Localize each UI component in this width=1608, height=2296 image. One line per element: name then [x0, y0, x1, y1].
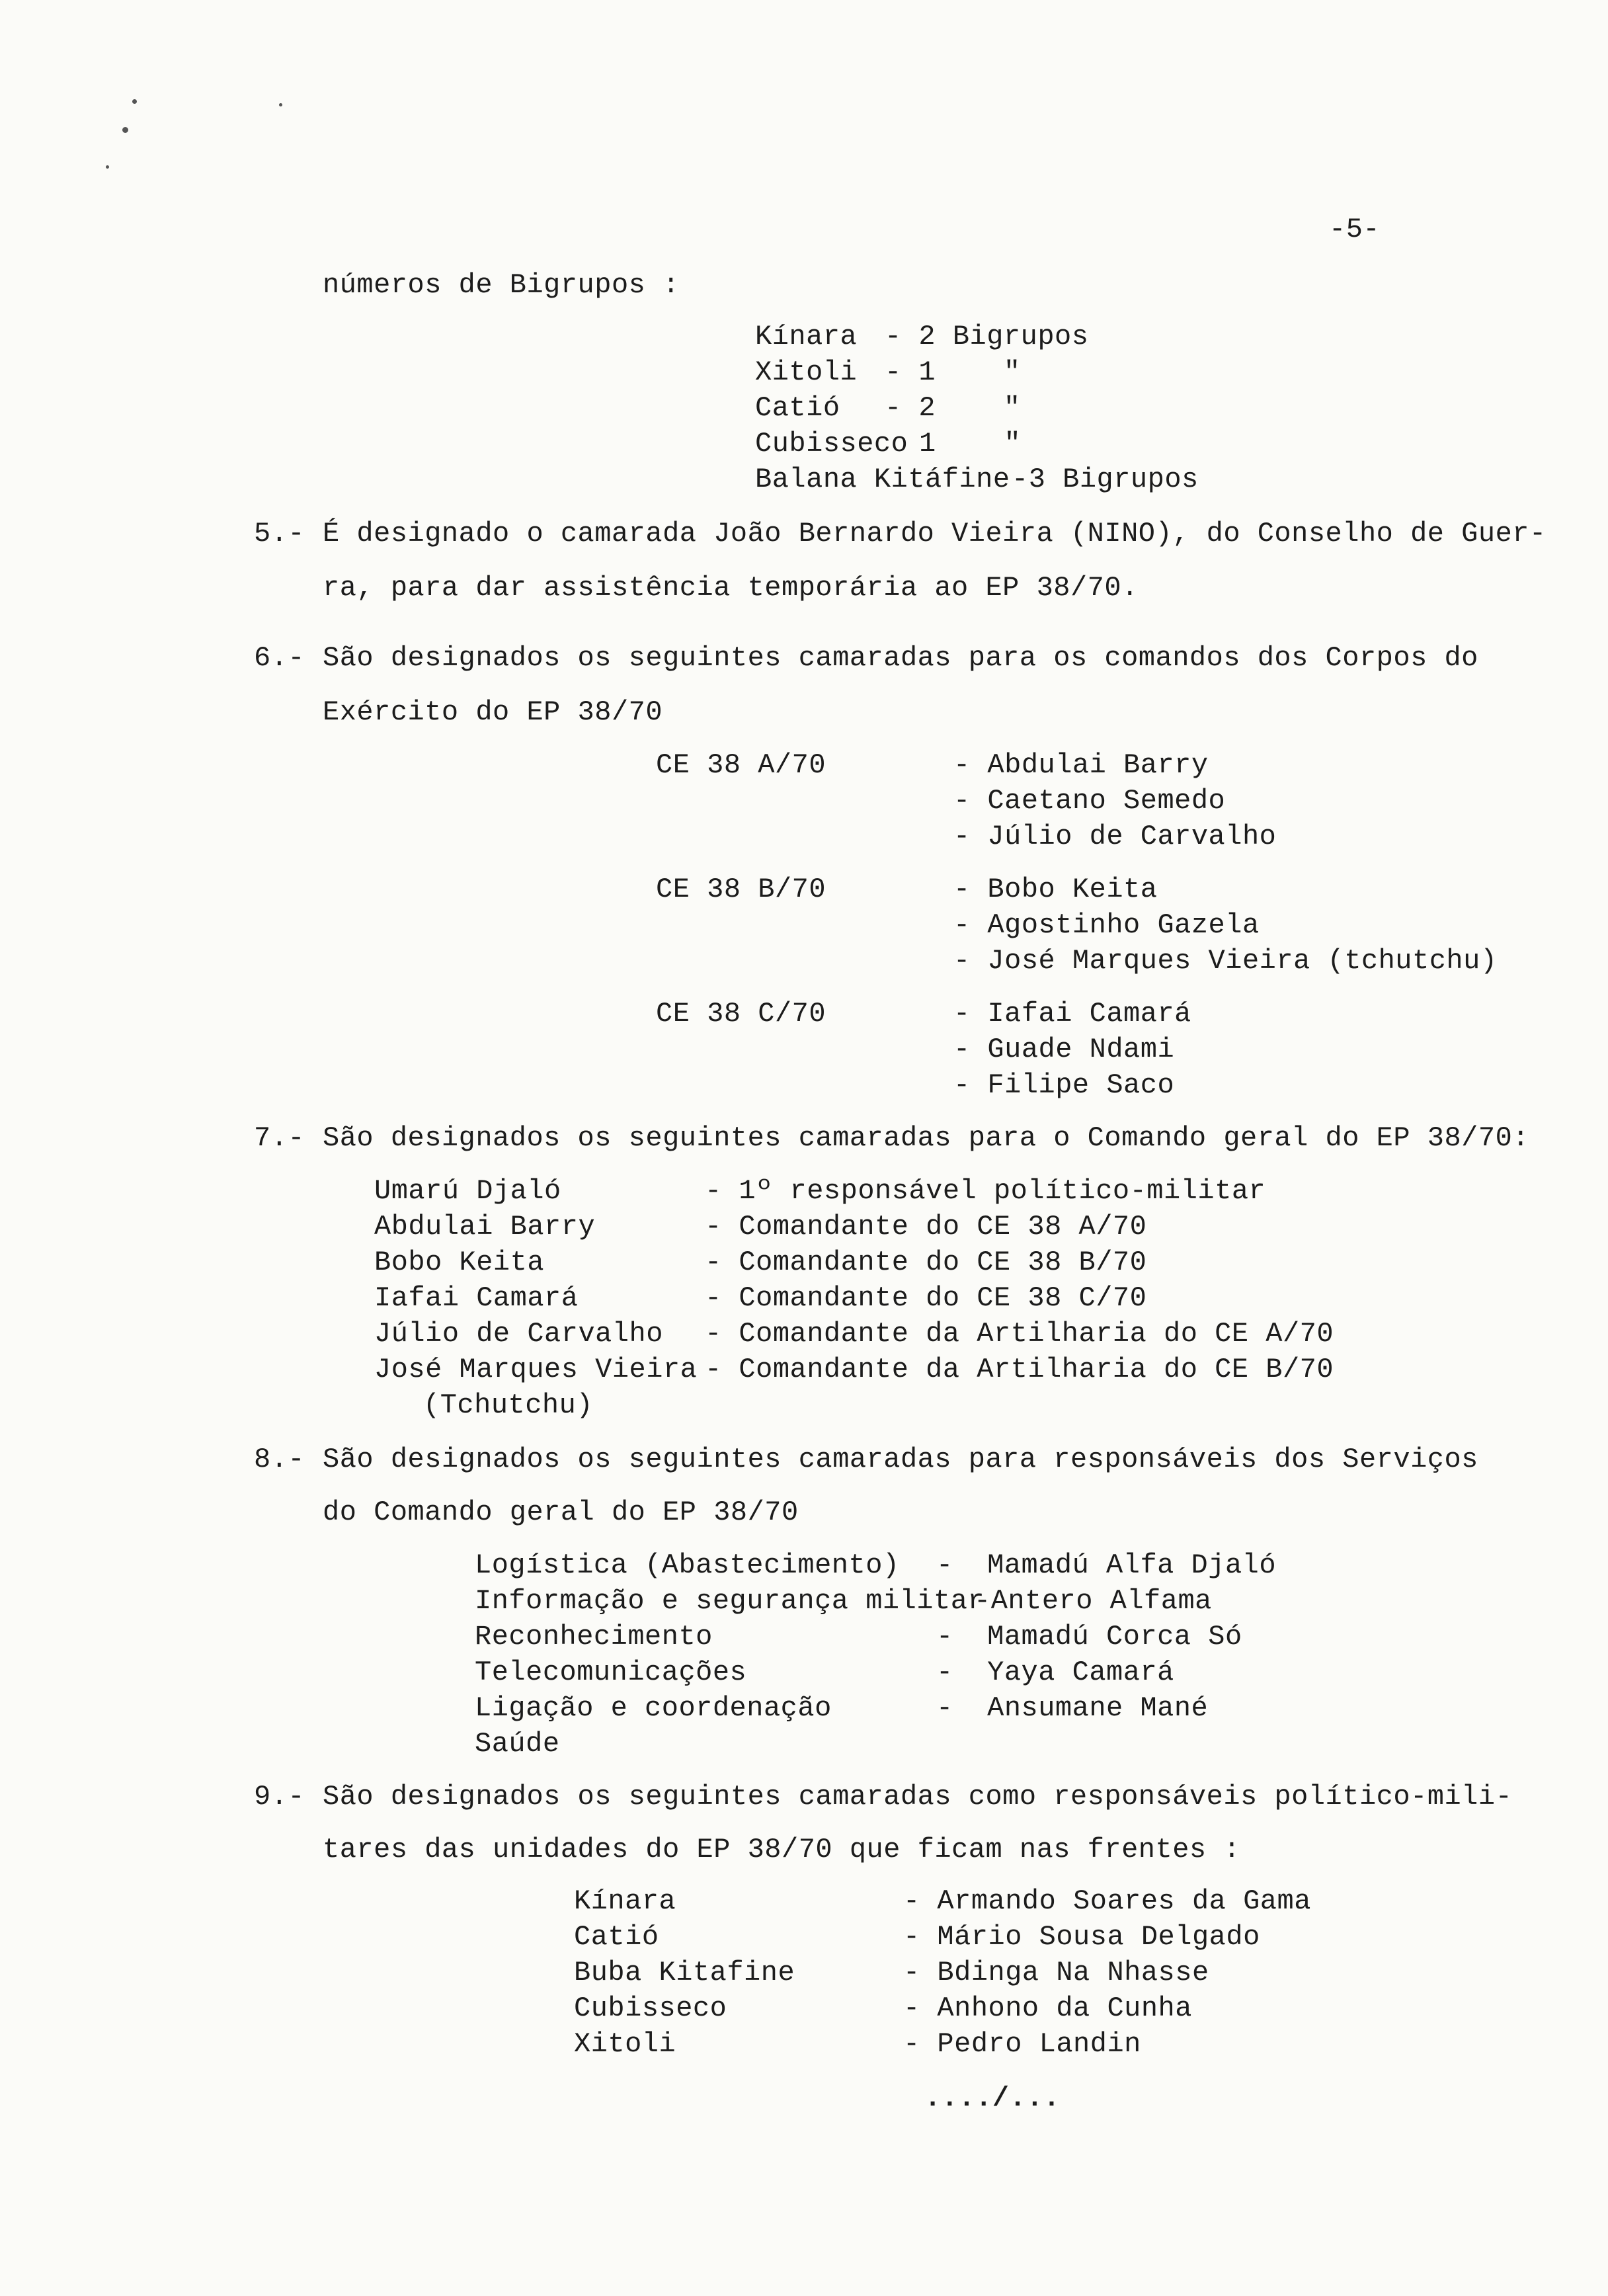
bigrupo-name: Xitoli	[755, 356, 858, 388]
item6-line2: Exército do EP 38/70	[323, 696, 663, 728]
command-role: - Comandante da Artilharia do CE A/70	[705, 1318, 1334, 1350]
corps-code: CE 38 C/70	[656, 998, 826, 1030]
item9-line1: São designados os seguintes camaradas como responsáveis político-mili-	[323, 1781, 1513, 1813]
bigrupo-value: - 1 "	[885, 356, 1021, 388]
command-role: - Comandante do CE 38 B/70	[705, 1247, 1147, 1278]
item-number: 9.-	[254, 1781, 305, 1813]
corps-member: - Abdulai Barry	[953, 749, 1209, 781]
corps-member: - José Marques Vieira (tchutchu)	[953, 945, 1498, 977]
bigrupo-value: - 2 "	[885, 392, 1021, 424]
item-number: 6.-	[254, 642, 305, 674]
front-person: - Anhono da Cunha	[903, 1992, 1192, 2024]
front-name: Xitoli	[574, 2028, 676, 2060]
front-person: - Mário Sousa Delgado	[903, 1921, 1260, 1953]
bigrupo-name: Balana Kitáfine	[755, 464, 1010, 495]
command-name: Iafai Camará	[374, 1282, 579, 1314]
command-role: - 1º responsável político-militar	[705, 1175, 1266, 1207]
service-name: Telecomunicações	[475, 1657, 747, 1688]
front-name: Kínara	[574, 1885, 676, 1917]
service-name: Logística (Abastecimento)	[475, 1549, 900, 1581]
corps-member: - Guade Ndami	[953, 1034, 1175, 1065]
service-name: Ligação e coordenação	[475, 1692, 832, 1724]
corps-member: - Agostinho Gazela	[953, 909, 1260, 941]
service-person: - Mamadú Alfa Djaló	[936, 1549, 1277, 1581]
ink-speck	[132, 99, 137, 104]
corps-member: - Iafai Camará	[953, 998, 1191, 1030]
item9-line2: tares das unidades do EP 38/70 que ficam nas frentes :	[323, 1834, 1241, 1866]
service-person: - Mamadú Corca Só	[936, 1621, 1242, 1653]
corps-code: CE 38 A/70	[656, 749, 826, 781]
intro-line: números de Bigrupos :	[323, 269, 680, 301]
front-person: - Armando Soares da Gama	[903, 1885, 1311, 1917]
item-number: 7.-	[254, 1122, 305, 1154]
service-person: -Antero Alfama	[974, 1585, 1212, 1617]
ink-speck	[122, 127, 128, 133]
corps-code: CE 38 B/70	[656, 874, 826, 905]
front-person: - Bdinga Na Nhasse	[903, 1957, 1209, 1988]
corps-member: - Júlio de Carvalho	[953, 821, 1277, 852]
front-person: - Pedro Landin	[903, 2028, 1141, 2060]
command-name: Umarú Djaló	[374, 1175, 561, 1207]
corps-member: - Filipe Saco	[953, 1069, 1175, 1101]
command-name: Bobo Keita	[374, 1247, 545, 1278]
command-name: Júlio de Carvalho	[374, 1318, 663, 1350]
item6-line1: São designados os seguintes camaradas para os comandos dos Corpos do	[323, 642, 1478, 674]
service-name: Informação e segurança militar	[475, 1585, 985, 1617]
item7-line1: São designados os seguintes camaradas para o Comando geral do EP 38/70:	[323, 1122, 1529, 1154]
item8-line1: São designados os seguintes camaradas para responsáveis dos Serviços	[323, 1444, 1478, 1475]
command-role: - Comandante da Artilharia do CE B/70	[705, 1354, 1334, 1385]
service-person: - Ansumane Mané	[936, 1692, 1209, 1724]
item-number: 8.-	[254, 1444, 305, 1475]
front-name: Catió	[574, 1921, 659, 1953]
ink-speck	[106, 165, 109, 169]
service-name: Reconhecimento	[475, 1621, 713, 1653]
command-role: - Comandante do CE 38 C/70	[705, 1282, 1147, 1314]
item5-line1: É designado o camarada João Bernardo Vieira (NINO), do Conselho de Guer-	[323, 518, 1547, 550]
command-name: José Marques Vieira	[374, 1354, 698, 1385]
bigrupo-name: Cubisseco	[755, 428, 908, 460]
corps-member: - Caetano Semedo	[953, 785, 1226, 817]
item5-line2: ra, para dar assistência temporária ao EP 38/70.	[323, 572, 1139, 604]
item-number: 5.-	[254, 518, 305, 550]
ink-speck	[279, 103, 282, 106]
front-name: Cubisseco	[574, 1992, 727, 2024]
command-name: Abdulai Barry	[374, 1211, 596, 1243]
page-number: -5-	[1329, 214, 1381, 245]
front-name: Buba Kitafine	[574, 1957, 795, 1988]
corps-member: - Bobo Keita	[953, 874, 1158, 905]
service-person: - Yaya Camará	[936, 1657, 1174, 1688]
bigrupo-name: Kínara	[755, 321, 858, 352]
service-name: Saúde	[475, 1728, 560, 1760]
bigrupo-value: 1 "	[919, 428, 1022, 460]
command-role: - Comandante do CE 38 A/70	[705, 1211, 1147, 1243]
bigrupo-name: Catió	[755, 392, 840, 424]
bigrupo-value: - 2 Bigrupos	[885, 321, 1089, 352]
bigrupo-value: -3 Bigrupos	[1012, 464, 1199, 495]
command-name-tail: (Tchutchu)	[423, 1389, 594, 1421]
item8-line2: do Comando geral do EP 38/70	[323, 1496, 799, 1528]
continuation-mark: ..../...	[924, 2082, 1061, 2114]
